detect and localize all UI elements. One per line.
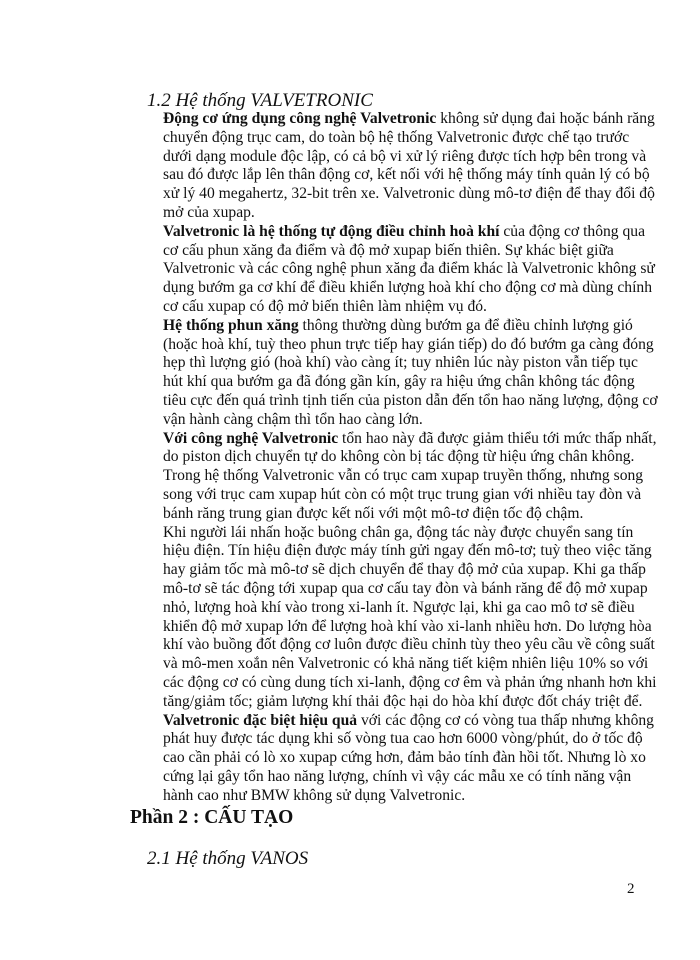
bold-lead-text: Valvetronic là hệ thống tự động điều chỉnh hoà khí [163, 222, 500, 240]
text-line [163, 618, 663, 637]
line-text: hay giảm tốc mà mô-tơ sẽ dịch chuyển để thay độ mở của xupap. Khi ga thấp [163, 561, 646, 579]
text-line [163, 411, 663, 430]
text-line [163, 242, 663, 261]
paragraph [163, 430, 663, 524]
text-line [163, 392, 663, 411]
text-line [163, 674, 663, 693]
text-line [163, 599, 663, 618]
section-1-2-body [163, 110, 663, 805]
line-text: phát huy được tác dụng khi số vòng tua cao hơn 6000 vòng/phút, do ở tốc độ [163, 730, 643, 748]
text-line [163, 354, 663, 373]
text-line [163, 448, 663, 467]
paragraph [163, 223, 663, 317]
line-text: nhỏ, lượng hoà khí vào trong xi-lanh ít. Ngược lại, khi ga cao mô tơ sẽ điều [163, 598, 635, 616]
text-line [163, 336, 663, 355]
bold-lead-text: Với công nghệ Valvetronic [163, 429, 339, 447]
text-line [163, 730, 663, 749]
text-line [163, 166, 663, 185]
line-text: xử lý 40 megahertz, 32-bit trên xe. Valvetronic dùng mô-tơ điện để thay đổi độ [163, 185, 655, 203]
text-line [163, 524, 663, 543]
text-line [163, 373, 663, 392]
text-line [163, 148, 663, 167]
line-text: không sử dụng đai hoặc bánh răng [436, 110, 655, 127]
line-text: dưới dạng module độc lập, có cả bộ vi xử lý riêng được tích hợp bên trong và [163, 147, 647, 165]
text-line [163, 636, 663, 655]
part-2-heading: Phần 2 : CẤU TẠO [130, 807, 294, 828]
text-line [163, 430, 663, 449]
text-line [163, 561, 663, 580]
line-text: dụng bướm ga cơ khí để điều khiển lượng hoà khí cho động cơ mà dùng chính [163, 279, 653, 297]
line-text: khí vào buồng đốt động cơ luôn được điều chỉnh tùy theo yêu cầu về công suất [163, 636, 655, 654]
line-text: mở của xupap. [163, 203, 255, 221]
line-text: Valvetronic và các công nghệ phun xăng đa điểm khác là Valvetronic không sử [163, 260, 655, 278]
text-line [163, 505, 663, 524]
line-text: tiêu cực đến quá trình tịnh tiến của piston dẫn đến tổn hao năng lượng, động cơ [163, 391, 658, 409]
line-text: chuyển động trục cam, do toàn bộ hệ thống Valvetronic được chế tạo trước [163, 128, 630, 146]
text-line [163, 467, 663, 486]
text-line [163, 693, 663, 712]
section-1-2-heading: 1.2 Hệ thống VALVETRONIC [147, 90, 373, 111]
line-text: (hoặc hoà khí, tuỳ theo phun trực tiếp hay gián tiếp) do đó bướm ga càng đóng [163, 335, 654, 353]
bold-lead-text: Hệ thống phun xăng [163, 316, 299, 334]
paragraph [163, 712, 663, 806]
text-line [163, 204, 663, 223]
paragraph [163, 110, 663, 223]
text-line [163, 260, 663, 279]
text-line [163, 712, 663, 731]
line-text: sau đó được lắp lên thân động cơ, kết nối với hệ thống máy tính quản lý có bộ [163, 166, 650, 184]
text-line [163, 768, 663, 787]
text-line [163, 317, 663, 336]
bold-lead-text: Valvetronic đặc biệt hiệu quả [163, 711, 358, 729]
text-line [163, 298, 663, 317]
line-text: với các động cơ có vòng tua thấp nhưng không [357, 711, 654, 729]
text-line [163, 787, 663, 806]
line-text: cơ cấu xupap có độ mở biến thiên làm nhiệm vụ đó. [163, 297, 487, 315]
line-text: song với trục cam xupap hút còn có một trục trung gian với nhiều tay đòn và [163, 485, 642, 503]
text-line [163, 749, 663, 768]
text-line [163, 580, 663, 599]
text-line [163, 223, 663, 242]
text-line [163, 486, 663, 505]
line-text: cao cần phải có lò xo xupap cứng hơn, đảm bảo tính đàn hồi tốt. Nhưng lò xo [163, 749, 646, 767]
line-text: hiệu điện. Tín hiệu điện được máy tính gửi ngay đến mô-tơ; tuỳ theo việc tăng [163, 542, 652, 560]
line-text: tổn hao này đã được giảm thiểu tới mức thấp nhất, [338, 429, 657, 447]
line-text: tăng/giảm tốc; giảm lượng khí thải độc hại do hòa khí được đốt cháy triệt để. [163, 692, 643, 710]
section-2-1-heading: 2.1 Hệ thống VANOS [147, 848, 309, 869]
text-line [163, 279, 663, 298]
paragraph [163, 524, 663, 712]
bold-lead-text: Động cơ ứng dụng công nghệ Valvetronic [163, 110, 437, 127]
line-text: khiển độ mở xupap lớn để lượng hoà khí vào xi-lanh nhiều hơn. Do lượng hòa [163, 617, 652, 635]
line-text: của động cơ thông qua [499, 222, 646, 240]
line-text: do piston dịch chuyển tự do không còn bị tác động từ hiệu ứng chân không. [163, 448, 635, 466]
line-text: bánh răng trung gian được kết nối với một mô-tơ điện tốc độ chậm. [163, 504, 584, 522]
text-line [163, 129, 663, 148]
line-text: mô-tơ sẽ tác động tới xupap qua cơ cấu tay đòn và bánh răng để độ mở xupap [163, 579, 648, 597]
text-line [163, 110, 663, 129]
text-line [163, 185, 663, 204]
text-line [163, 542, 663, 561]
page-number: 2 [627, 881, 635, 897]
line-text: và mô-men xoắn nên Valvetronic có khả năng tiết kiệm nhiên liệu 10% so với [163, 655, 649, 673]
line-text: Khi người lái nhấn hoặc buông chân ga, động tác này được chuyển sang tín [163, 523, 634, 541]
line-text: cơ cấu phun xăng đa điểm và độ mở xupap biến thiên. Sự khác biệt giữa [163, 241, 614, 259]
line-text: hút khí qua bướm ga đã đóng gần kín, gây ra hiệu ứng chân không tác động [163, 373, 635, 391]
line-text: cứng lại gây tổn hao năng lượng, chính vì vậy các mẫu xe có tính năng vận [163, 767, 632, 785]
line-text: hành cao như BMW không sử dụng Valvetronic. [163, 786, 466, 804]
line-text: thông thường dùng bướm ga để điều chỉnh lượng gió [298, 316, 633, 334]
line-text: Trong hệ thống Valvetronic vẫn có trục cam xupap truyền thống, nhưng song [163, 467, 644, 485]
line-text: hẹp thì lượng gió (hoà khí) vào càng ít; tuy nhiên lúc này piston vẫn tiếp tục [163, 354, 638, 372]
paragraph [163, 317, 663, 430]
text-line [163, 655, 663, 674]
line-text: vận hành càng chậm thì tổn hao càng lớn. [163, 410, 423, 428]
line-text: các động cơ có cùng dung tích xi-lanh, động cơ êm và phản ứng nhanh hơn khi [163, 673, 657, 691]
